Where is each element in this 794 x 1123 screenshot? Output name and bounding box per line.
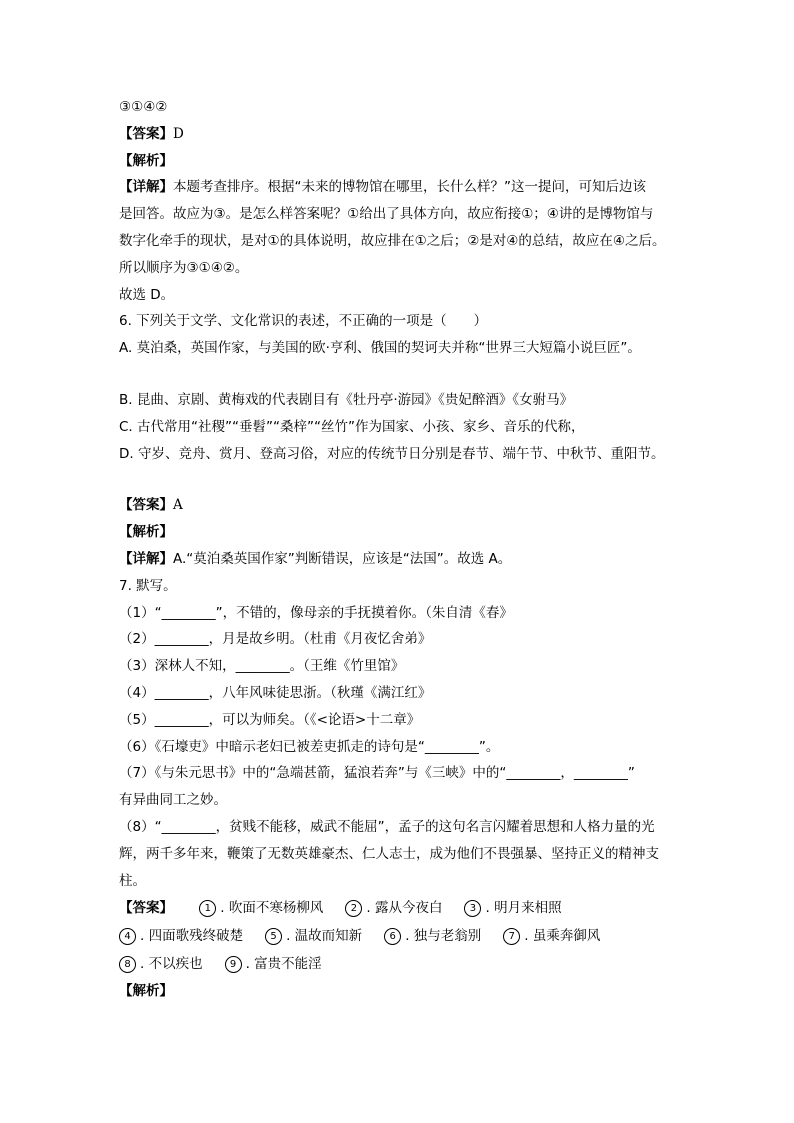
detail-text: A.“莫泊桑英国作家”判断错误，应该是“法国”。故选 A。 [173, 550, 512, 567]
answer-number: 8 [119, 956, 136, 973]
explanation-line-1 [119, 174, 679, 201]
question-7-item-8a: （8）“________，贫贱不能移，威武不能屈”，孟子的这句名言闪耀着思想和人格力量的光 [119, 818, 655, 835]
answer-text: . 露从今夜白 [366, 900, 443, 917]
question-6-option-d: D. 守岁、竞舟、赏月、登高习俗，对应的传统节日分别是春节、端午节、中秋节、重阳节。 [119, 445, 665, 462]
answer-item [225, 950, 322, 978]
spacer [119, 467, 679, 492]
question-7-item-7a: （7）《与朱元思书》中的“急端甚箭，猛浪若奔”与《三峡》中的“________，________” [119, 765, 635, 782]
answer-block-7 [119, 894, 679, 978]
answer-text: . 明月来相照 [485, 900, 562, 917]
question-6-option-a: A. 莫泊桑，英国作家，与美国的欧·亨利、俄国的契诃夫并称“世界三大短篇小说巨匠”。 [119, 340, 641, 357]
conclusion-line: 故选 D。 [119, 286, 175, 303]
answer-item [464, 894, 561, 922]
answer-item [199, 894, 323, 922]
answer-text: . 温故而知新 [286, 928, 363, 945]
answer-number: 6 [384, 928, 401, 945]
answer-value: D [173, 125, 184, 142]
question-7-item-3: （3）深林人不知，________。（王维《竹里馆》 [119, 658, 405, 675]
answer-number: 4 [119, 928, 136, 945]
answer-value: A [173, 497, 183, 514]
answer-text: . 虽乘奔御风 [524, 928, 601, 945]
question-7-item-5: （5）________，可以为师矣。（《<论语>十二章》 [119, 711, 421, 728]
answer-item [265, 922, 362, 950]
answer-number: 2 [345, 900, 362, 917]
answer-text: . 不以疾也 [140, 956, 203, 973]
explanation-line-4: 所以顺序为③①④②。 [119, 259, 249, 276]
detail-tag: 【详解】 [119, 179, 173, 196]
answer-number: 5 [265, 928, 282, 945]
detail-tag: 【详解】 [119, 550, 173, 567]
spacer [119, 362, 679, 387]
question-7-item-1: （1）“________”，不错的，像母亲的手抚摸着你。（朱自清《春》 [119, 604, 513, 621]
answer-number: 1 [199, 900, 216, 917]
answer-list [119, 900, 622, 972]
answer-text: . 吹面不寒杨柳风 [220, 900, 324, 917]
answer-text: . 富贵不能淫 [245, 956, 322, 973]
explanation-text: 本题考查排序。根据“未来的博物馆在哪里，长什么样？”这一提问，可知后边该 [173, 179, 646, 196]
answer-line-6 [119, 492, 679, 519]
question-7: 7. 默写。 [119, 577, 177, 594]
question-6-option-c: C. 古代常用“社稷”“垂髫”“桑梓”“丝竹”作为国家、小孩、家乡、音乐的代称， [119, 418, 585, 435]
order-answer-line: ③①④② [119, 99, 168, 115]
analysis-tag: 【解析】 [119, 983, 173, 1000]
answer-number: 3 [464, 900, 481, 917]
answer-number: 7 [503, 928, 520, 945]
answer-number: 9 [225, 956, 242, 973]
question-7-item-2: （2）________，月是故乡明。（杜甫《月夜忆舍弟》 [119, 631, 432, 648]
answer-item [503, 922, 600, 950]
analysis-tag: 【解析】 [119, 524, 173, 541]
answer-item [119, 950, 203, 978]
answer-line-5 [119, 121, 679, 148]
answer-item [345, 894, 442, 922]
answer-text: . 独与老翁别 [405, 928, 482, 945]
answer-tag: 【答案】 [119, 497, 173, 514]
question-7-item-7b: 有异曲同工之妙。 [119, 792, 227, 809]
question-6-option-b: B. 昆曲、京剧、黄梅戏的代表剧目有《牡丹亭·游园》《贵妃醉酒》《女驸马》 [119, 391, 574, 408]
answer-item [384, 922, 481, 950]
question-7-item-8b: 辉，两千多年来，鞭策了无数英雄豪杰、仁人志士，成为他们不畏强暴、坚持正义的精神支 [119, 845, 659, 862]
answer-tag: 【答案】 [119, 900, 173, 917]
answer-item [119, 922, 243, 950]
question-6: 6. 下列关于文学、文化常识的表述，不正确的一项是（ ） [119, 313, 488, 330]
question-7-item-6: （6）《石壕吏》中暗示老妇已被差吏抓走的诗句是“________”。 [119, 738, 500, 755]
question-7-item-8c: 柱。 [119, 872, 146, 889]
analysis-tag: 【解析】 [119, 152, 173, 169]
explanation-line-2: 是回答。故应为③。是怎么样答案呢？①给出了具体方向，故应衔接①；④讲的是博物馆与 [119, 206, 654, 223]
detail-line-6 [119, 546, 679, 573]
answer-tag: 【答案】 [119, 125, 173, 142]
answer-text: . 四面歌残终破楚 [140, 928, 244, 945]
question-7-item-4: （4）________，八年风味徒思浙。（秋瑾《满江红》 [119, 684, 432, 701]
explanation-line-3: 数字化牵手的现状，是对①的具体说明，故应排在①之后；②是对④的总结，故应在④之后。 [119, 232, 666, 249]
document-page [119, 94, 679, 1005]
